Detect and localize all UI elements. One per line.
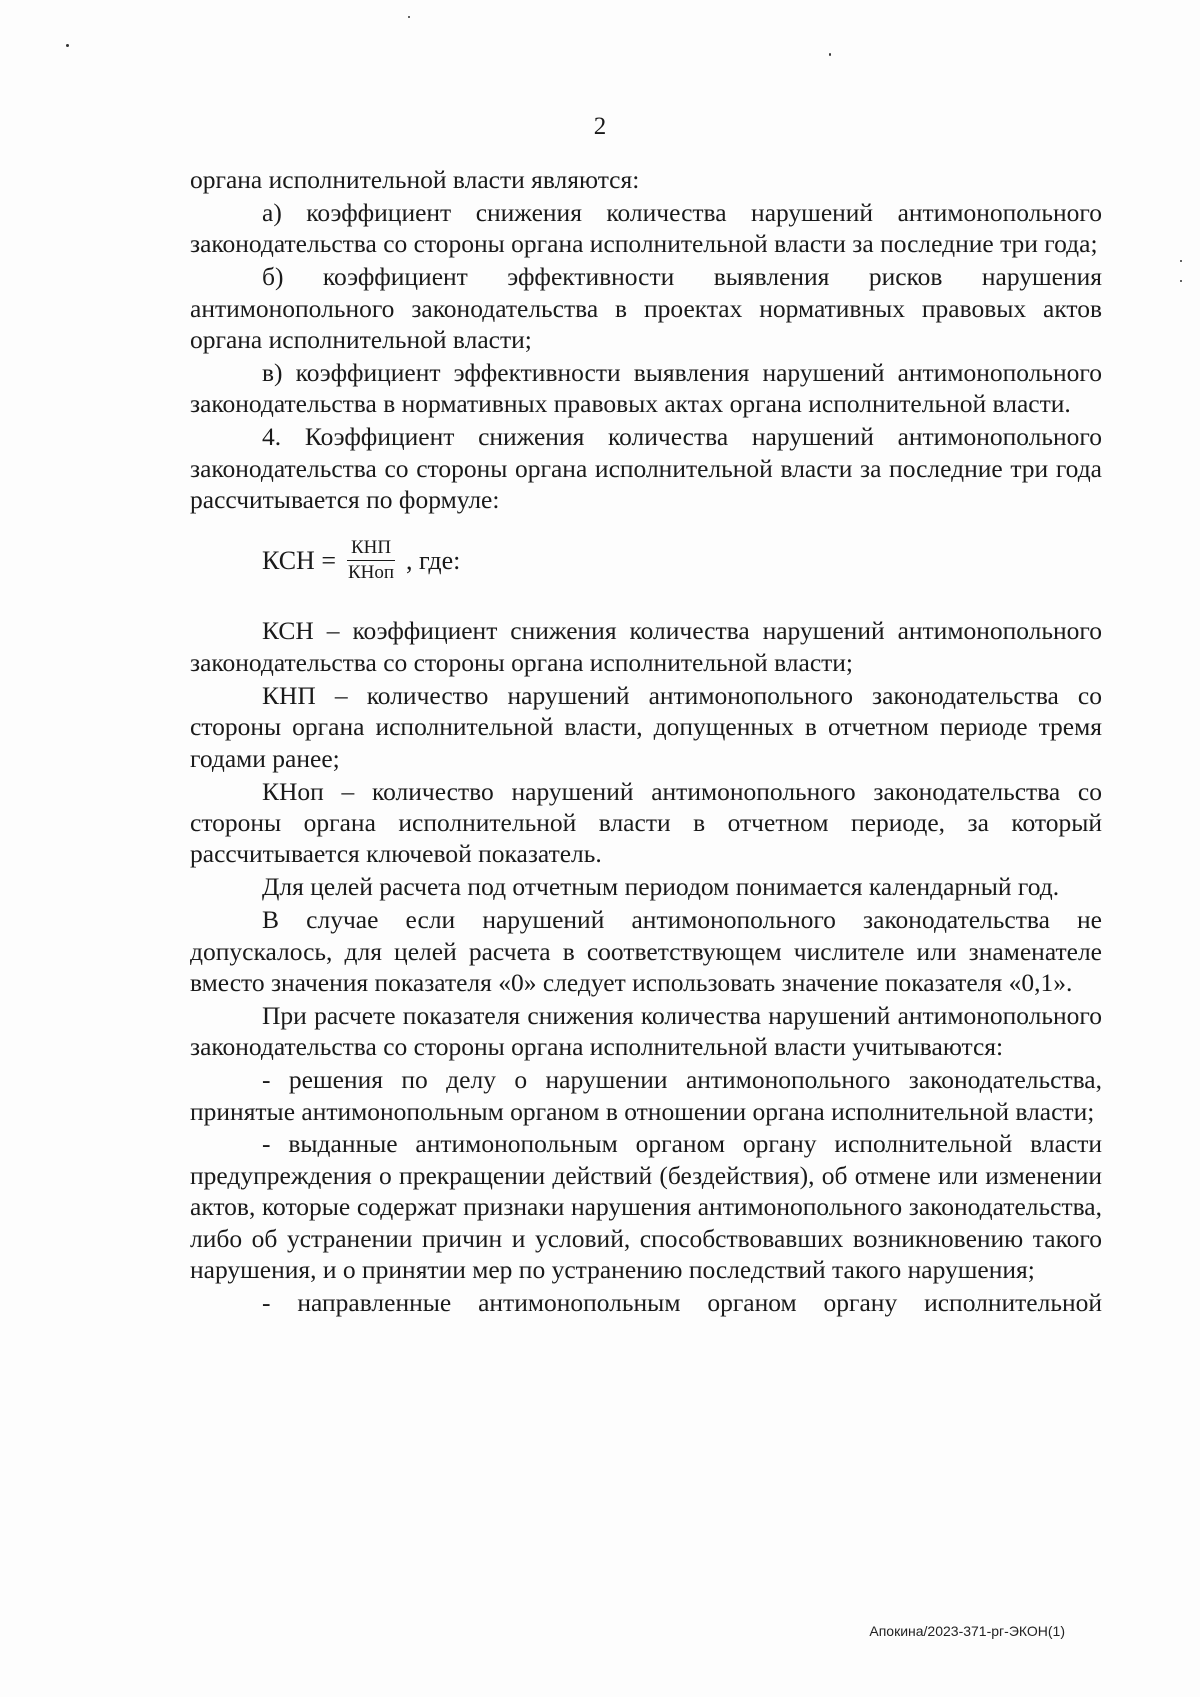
scan-speck <box>408 16 410 18</box>
paragraph: а) коэффициент снижения количества нарушений антимонопольного законодательства со стороны органа исполнительной власти за последние три года; <box>190 197 1102 259</box>
formula-lhs: КСН = <box>262 545 336 575</box>
paragraph: КНоп – количество нарушений антимонопольного законодательства со стороны органа исполнительной власти в отчетном периоде, за который рассчитывается ключевой показатель. <box>190 776 1102 869</box>
scan-speck <box>1180 260 1182 262</box>
paragraph: - направленные антимонопольным органом органу исполнительной <box>262 1288 1102 1317</box>
scan-speck <box>829 53 831 56</box>
paragraph: б) коэффициент эффективности выявления рисков нарушения антимонопольного законодательства в проектах нормативных правовых актов органа исполнительной власти; <box>190 262 1102 355</box>
paragraph: - решения по делу о нарушении антимонопольного законодательства, принятые антимонопольным органом в отношении органа исполнительной власти; <box>190 1065 1102 1126</box>
formula-fraction <box>344 537 398 584</box>
scan-speck <box>1180 280 1182 282</box>
formula-ksn <box>190 523 1102 597</box>
paragraph: органа исполнительной власти являются: <box>190 165 640 194</box>
document-footer-reference: Апокина/2023-371-рг-ЭКОН(1) <box>869 1623 1065 1639</box>
paragraph: КНП – количество нарушений антимонопольного законодательства со стороны органа исполнительной власти, допущенных в отчетном периоде тремя годами ранее; <box>190 680 1102 773</box>
paragraph: При расчете показателя снижения количества нарушений антимонопольного законодательства со стороны органа исполнительной власти учитываются: <box>190 1000 1102 1062</box>
paragraph: в) коэффициент эффективности выявления нарушений антимонопольного законодательства в нормативных правовых актах органа исполнительной власти. <box>190 357 1102 419</box>
paragraph-group-after-formula <box>190 615 1102 1318</box>
paragraph: КСН – коэффициент снижения количества нарушений антимонопольного законодательства со стороны органа исполнительной власти; <box>190 616 1102 677</box>
scan-speck <box>66 44 69 47</box>
paragraph: 4. Коэффициент снижения количества нарушений антимонопольного законодательства со стороны органа исполнительной власти за последние три года рассчитывается по формуле: <box>190 422 1102 515</box>
formula-numerator: КНП <box>347 537 395 561</box>
formula-denominator: КНоп <box>347 561 395 583</box>
paragraph: - выданные антимонопольным органом органу исполнительной власти предупреждения о прекращении действий (бездействия), об отмене или изменении актов, которые содержат признаки нарушения антимонопольного законодательства, либо об устранении причин и условий, способствовавших возникновению такого нарушения, и о принятии мер по устранению последствий такого нарушения; <box>190 1129 1102 1285</box>
page-number: 2 <box>593 113 607 140</box>
formula-suffix: , где: <box>406 545 461 575</box>
paragraph: В случае если нарушений антимонопольного законодательства не допускалось, для целей расчета в соответствующем числителе или знаменателе вместо значения показателя «0» следует использовать значение показателя «0,1». <box>190 905 1102 997</box>
paragraph: Для целей расчета под отчетным периодом понимается календарный год. <box>262 872 1060 902</box>
paragraph-group-before-formula <box>190 164 1102 515</box>
document-body <box>190 164 1102 1320</box>
